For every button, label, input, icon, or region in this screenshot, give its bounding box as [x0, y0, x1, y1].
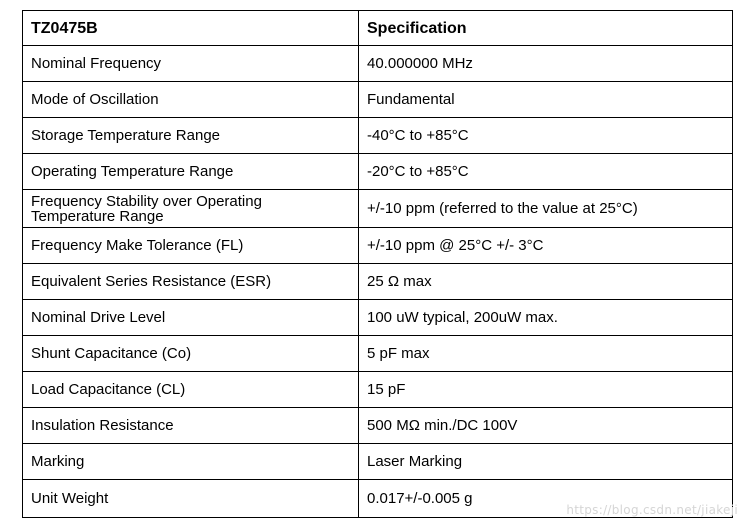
param-cell: Insulation Resistance	[23, 408, 359, 444]
param-cell: Operating Temperature Range	[23, 154, 359, 190]
table-header-row	[23, 11, 733, 46]
value-cell: Fundamental	[359, 82, 733, 118]
table-row	[23, 46, 733, 82]
value-cell: -20°C to +85°C	[359, 154, 733, 190]
value-cell: -40°C to +85°C	[359, 118, 733, 154]
header-model: TZ0475B	[23, 11, 359, 46]
value-cell: 0.017+/-0.005 g	[359, 480, 733, 518]
value-cell: 40.000000 MHz	[359, 46, 733, 82]
param-cell: Nominal Frequency	[23, 46, 359, 82]
param-cell: Marking	[23, 444, 359, 480]
table-row	[23, 372, 733, 408]
value-cell: 100 uW typical, 200uW max.	[359, 300, 733, 336]
param-cell: Nominal Drive Level	[23, 300, 359, 336]
table-row	[23, 336, 733, 372]
table-row	[23, 300, 733, 336]
value-cell: +/-10 ppm @ 25°C +/- 3°C	[359, 228, 733, 264]
table-row	[23, 444, 733, 480]
param-cell: Load Capacitance (CL)	[23, 372, 359, 408]
param-cell: Shunt Capacitance (Co)	[23, 336, 359, 372]
value-cell: 25 Ω max	[359, 264, 733, 300]
table-row	[23, 118, 733, 154]
value-cell: 500 MΩ min./DC 100V	[359, 408, 733, 444]
param-cell: Storage Temperature Range	[23, 118, 359, 154]
param-cell: Mode of Oscillation	[23, 82, 359, 118]
header-specification: Specification	[359, 11, 733, 46]
value-cell: 5 pF max	[359, 336, 733, 372]
value-cell: Laser Marking	[359, 444, 733, 480]
table-row	[23, 408, 733, 444]
watermark: https://blog.csdn.net/jiakeji	[566, 503, 738, 517]
param-cell: Equivalent Series Resistance (ESR)	[23, 264, 359, 300]
value-cell: 15 pF	[359, 372, 733, 408]
table-row	[23, 82, 733, 118]
table-row	[23, 190, 733, 228]
table-row	[23, 264, 733, 300]
specification-table	[22, 10, 733, 518]
param-cell: Unit Weight	[23, 480, 359, 518]
table-row	[23, 228, 733, 264]
param-cell: Frequency Make Tolerance (FL)	[23, 228, 359, 264]
param-cell: Frequency Stability over Operating Temperature Range	[23, 190, 359, 228]
table-row	[23, 154, 733, 190]
value-cell: +/-10 ppm (referred to the value at 25°C)	[359, 190, 733, 228]
